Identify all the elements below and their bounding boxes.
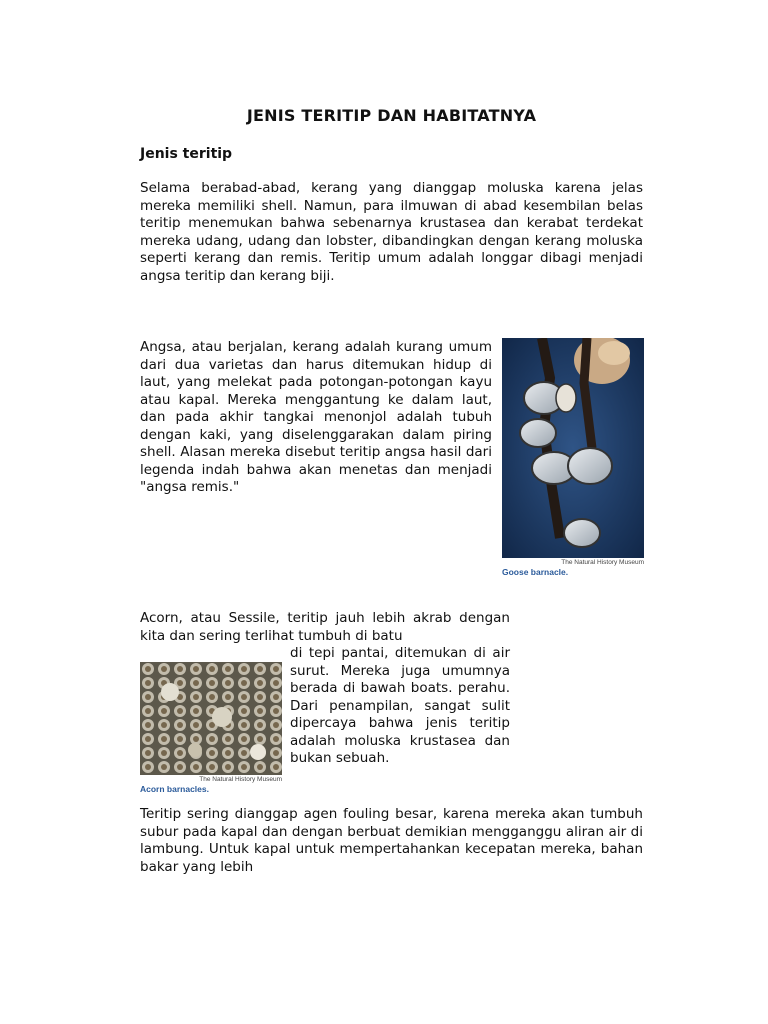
- page-title: JENIS TERITIP DAN HABITATNYA: [246, 106, 537, 125]
- goose-photo-credit: The Natural History Museum: [561, 559, 644, 566]
- acorn-barnacle-figure: [140, 662, 282, 794]
- acorn-photo-credit: The Natural History Museum: [199, 776, 282, 783]
- paragraph-intro: Selama berabad-abad, kerang yang dianggap moluska karena jelas mereka memiliki shell. Namun, para ilmuwan di abad kesembilan belas teritip menemukan bahwa sebenarnya krustasea dan kerabat terdekat mereka udang, udang dan lobster, dibandingkan dengan kerang moluska seperti kerang dan remis. Teritip umum adalah longgar dibagi menjadi angsa teritip dan kerang biji.: [140, 180, 643, 284]
- paragraph-fouling: Teritip sering dianggap agen fouling besar, karena mereka akan tumbuh subur pada kapal dan dengan berbuat demikian mengganggu aliran air di lambung. Untuk kapal untuk mempertahankan kecepatan mereka, bahan bakar yang lebih: [140, 806, 643, 875]
- goose-barnacle-photo: [502, 338, 644, 558]
- goose-caption: Goose barnacle.: [502, 567, 569, 577]
- paragraph-goose: Angsa, atau berjalan, kerang adalah kurang umum dari dua varietas dan harus ditemukan hidup di laut, yang melekat pada potongan-potongan kayu atau kapal. Mereka menggantung ke dalam laut, dan pada akhir tangkai menonjol adalah tubuh dengan kaki, yang diselenggarakan dalam piring shell. Alasan mereka disebut teritip angsa hasil dari legenda indah bahwa akan menetas dan menjadi "angsa remis.": [140, 339, 492, 495]
- paragraph-acorn-side: di tepi pantai, ditemukan di air surut. Mereka juga umumnya berada di bawah boats. perahu. Dari penampilan, sangat sulit dipercaya bahwa jenis teritip adalah moluska krustasea dan bukan sebuah.: [290, 645, 510, 766]
- paragraph-acorn-top: Acorn, atau Sessile, teritip jauh lebih akrab dengan kita dan sering terlihat tumbuh di batu: [140, 610, 510, 644]
- acorn-caption: Acorn barnacles.: [140, 784, 209, 794]
- acorn-barnacle-photo: [140, 662, 282, 775]
- goose-barnacle-figure: [502, 338, 644, 577]
- section-heading: Jenis teritip: [140, 146, 233, 162]
